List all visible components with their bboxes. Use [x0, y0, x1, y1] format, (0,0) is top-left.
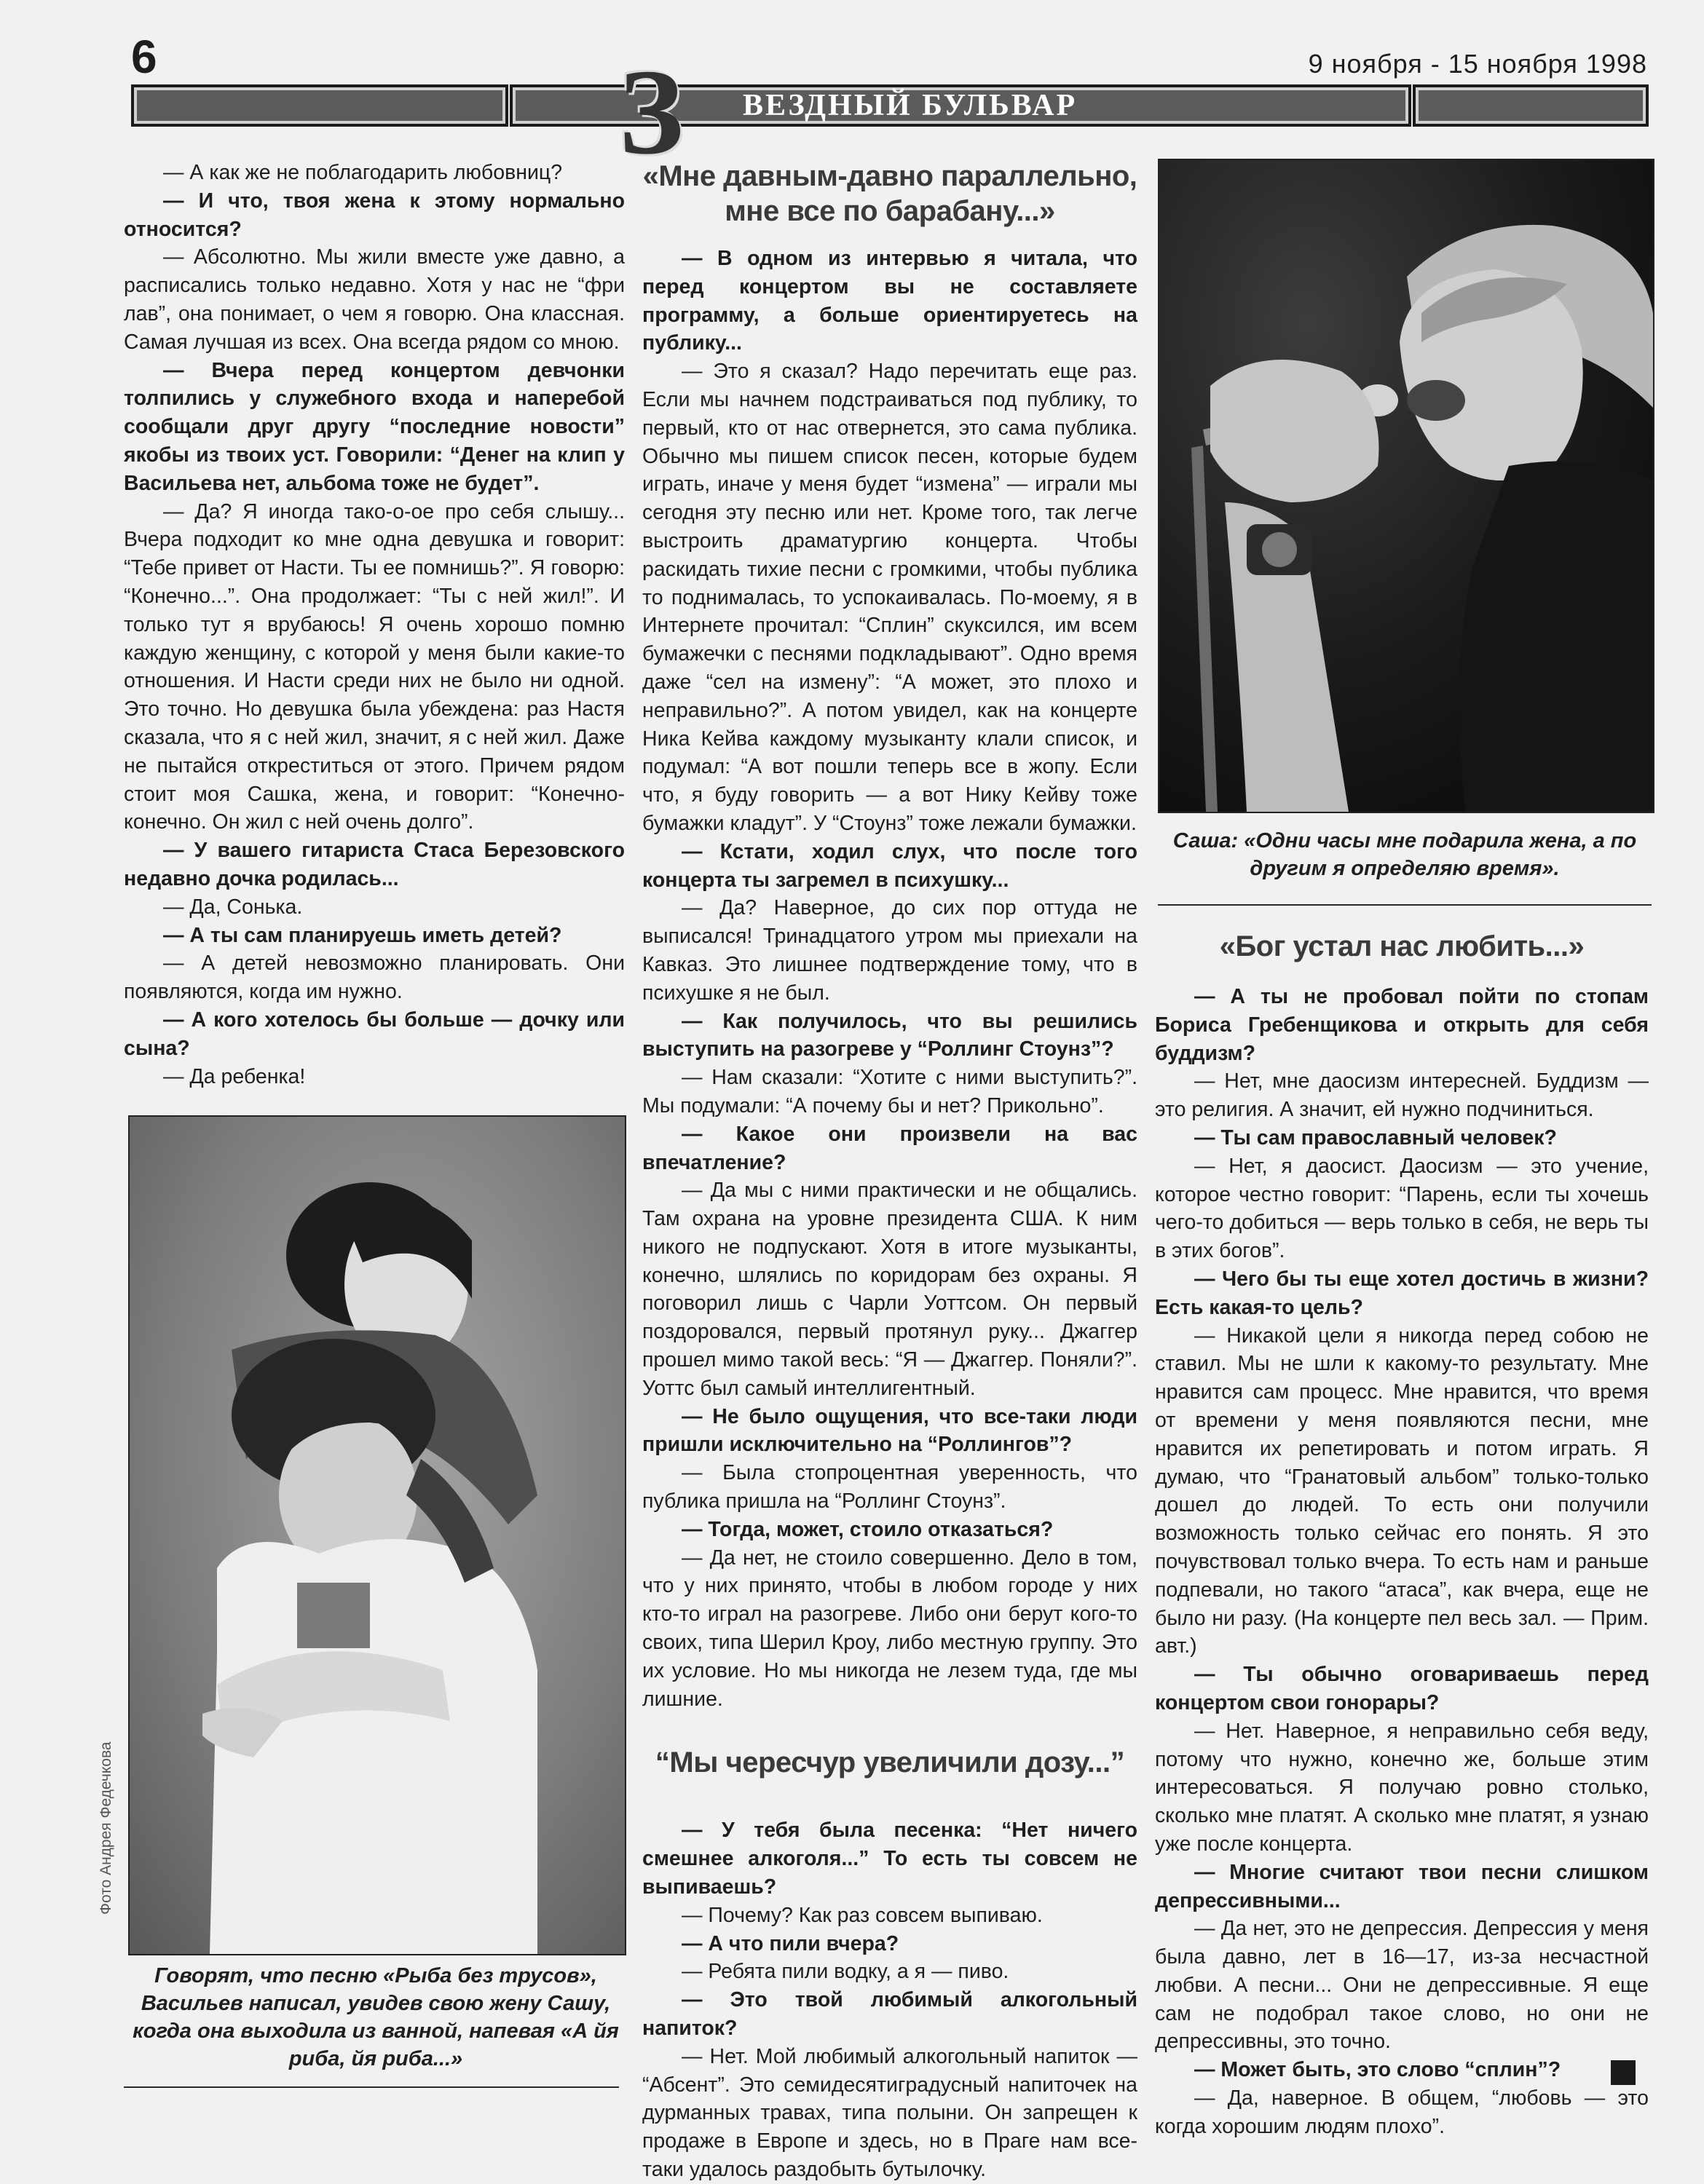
interview-answer: — Была стопроцентная уверенность, что публика пришла на “Роллинг Стоунз”.: [642, 1461, 1137, 1514]
interview-answer: — А детей невозможно планировать. Они появляются, когда им нужно.: [124, 951, 625, 1004]
interview-question: — У вашего гитариста Стаса Березовского недавно дочка родилась...: [124, 839, 625, 890]
interview-answer: — Да? Наверное, до сих пор оттуда не выписался! Тринадцатого утром мы приехали на Кавказ. Это лишнее подтверждение тому, что в психушке я не был.: [642, 896, 1137, 1005]
interview-question: — В одном из интервью я читала, что перед концертом вы не составляете программу, а больше ориентируетесь на публику...: [642, 247, 1137, 355]
article-column-3: [1155, 929, 1649, 2141]
interview-answer: — Нет, я даосист. Даосизм — это учение, которое честно говорит: “Парень, если ты хочешь чего-то добиться — верь только в себя, не верь ты в этих богов”.: [1155, 1154, 1649, 1263]
singer-photo: [1158, 159, 1654, 813]
interview-answer: — Да мы с ними практически и не общались. Там охрана на уровне президента США. К ним никого не подпускают. Хотя в итоге музыканты, конечно, шлялись по коридорам без охраны. Я поговорил лишь с Чарли Уоттсом. Он первый поздоровался, первый протянул руку... Джаггер прошел мимо такой весь: “Я — Джаггер. Поняли?”. Уоттс был самый интеллигентный.: [642, 1179, 1137, 1400]
column-3-top-rule: [1158, 904, 1652, 906]
interview-answer: — Нет, мне даосизм интересней. Буддизм — это религия. А значит, ей нужно подчиниться.: [1155, 1069, 1649, 1122]
interview-answer: — Нет. Мой любимый алкогольный напиток — “Абсент”. Это семидесятиградусный напиточек на дурманных травах, типа полыни. Он запрещен к продаже в Европе и здесь, но в Праге нам все-таки удалось раздобыть бутылочку.: [642, 2044, 1137, 2181]
column-2-text-b: [642, 1816, 1137, 2183]
couple-photo: [128, 1115, 626, 1955]
interview-question: — Не было ощущения, что все-таки люди пришли исключительно на “Роллингов”?: [642, 1404, 1137, 1457]
interview-answer: — Нам сказали: “Хотите с ними выступить?”. Мы подумали: “А почему бы и нет? Прикольно”.: [642, 1066, 1137, 1117]
interview-question: — И что, твоя жена к этому нормально относится?: [124, 189, 625, 241]
interview-answer: — Да ребенка!: [163, 1064, 306, 1088]
interview-question: — Это твой любимый алкогольный напиток?: [642, 1988, 1137, 2041]
interview-answer: — Ребята пили водку, а я — пиво.: [682, 1960, 1009, 1984]
interview-answer: — Никакой цели я никогда перед собою не ставил. Мы не шли к какому-то результату. Мне нравится сам процесс. Мне нравится, что время от времени у меня появляются песни, мне нравится их репетировать и потом играть. Я думаю, что “Гранатовый альбом” только-только дошел до людей. То есть они получили возможность только сейчас его понять. Я это почувствовал только вчера. То есть нам и раньше подпевали, но такого “атаса”, как вчера, еще не было ни разу. (На концерте пел весь зал. — Прим. авт.): [1155, 1324, 1649, 1658]
column-1-bottom-rule: [124, 2086, 619, 2088]
interview-answer: — Да нет, не стоило совершенно. Дело в том, что у них принято, чтобы в любом городе у них кто-то играл на разогреве. Либо они берут кого-то своих, типа Шерил Кроу, либо местную группу. Это их условие. Но мы никогда не лезем туда, где мы лишние.: [642, 1546, 1137, 1711]
column-2-text-a: [642, 245, 1137, 1713]
interview-answer: — Почему? Как раз совсем выпиваю.: [682, 1903, 1043, 1927]
column-1-text: [124, 159, 625, 1091]
masthead-bar-left: [131, 84, 508, 127]
photo-credit: Фото Андрея Федечкова: [98, 1741, 114, 1915]
article-column-1: [124, 159, 625, 1091]
interview-answer: — Да нет, это не депрессия. Депрессия у меня была давно, лет в 16—17, из-за несчастной любви. А песни... Они не депрессивные. Я еще сам не подобрал такое слово, но они не депрессивны, это точно.: [1155, 1917, 1649, 2054]
interview-question: — У тебя была песенка: “Нет ничего смешнее алкоголя...” То есть ты совсем не выпиваешь?: [642, 1819, 1137, 1899]
interview-question: — А кого хотелось бы больше — дочку или сына?: [124, 1008, 625, 1060]
interview-question: — Вчера перед концертом девчонки толпились у служебного входа и наперебой сообщали друг другу “последние новости” якобы из твоих уст. Говорили: “Денег на клип у Васильева нет, альбома тоже не будет”.: [124, 358, 625, 495]
interview-answer: — Нет. Наверное, я неправильно себя веду, потому что нужно, конечно же, больше этим интересоваться. Я получаю ровно столько, сколько мне платят. А сколько мне платят, я узнаю уже после концерта.: [1155, 1719, 1649, 1856]
interview-question: — А что пили вчера?: [682, 1931, 899, 1955]
page-number: 6: [131, 31, 157, 83]
interview-question: — А ты сам планируешь иметь детей?: [163, 923, 562, 947]
interview-question: — Тогда, может, стоило отказаться?: [682, 1517, 1054, 1541]
subheading-dose: “Мы чересчур увеличили дозу...”: [655, 1746, 1125, 1779]
interview-question: — Кстати, ходил слух, что после того концерта ты загремел в психушку...: [642, 839, 1137, 892]
masthead-bar-right: [1413, 84, 1649, 127]
subheading-god-tired: «Бог устал нас любить...»: [1219, 930, 1585, 962]
column-3-text: [1155, 983, 1649, 2141]
interview-answer: — Да? Я иногда тако-о-ое про себя слышу... Вчера подходит ко мне одна девушка и говорит: “Тебе привет от Насти. Ты ее помнишь?”. Я говорю: “Конечно...”. Она продолжает: “Ты с ней жил!”. И только тут я врубаюсь! Я очень хорошо помню каждую женщину, с которой у меня были какие-то отношения. И Насти среди них не было ни одной. Это точно. Но девушка была убеждена: раз Настя сказала, что я с ней жил, значит, я с ней жил. Даже не пытайся откреститься от этого. Причем рядом стоит моя Сашка, жена, и говорит: “Конечно-конечно. Он жил с ней очень долго”.: [124, 499, 625, 834]
interview-answer: — Да, Сонька.: [163, 895, 303, 919]
rubric-title: ВЕЗДНЫЙ БУЛЬВАР: [743, 89, 1078, 122]
interview-answer: — Абсолютно. Мы жили вместе уже давно, а расписались только недавно. Хотя у нас не “фри лав”, она понимает, о чем я говорю. Она классная. Самая лучшая из всех. Она всегда рядом со мною.: [124, 245, 625, 354]
interview-answer: — А как же не поблагодарить любовниц?: [163, 161, 563, 184]
interview-question: — Ты сам православный человек?: [1194, 1125, 1557, 1150]
interview-question: — Многие считают твои песни слишком депрессивными...: [1155, 1860, 1649, 1912]
subheading-parallel: «Мне давным-давно параллельно, мне все по барабану...»: [642, 160, 1137, 227]
interview-question: — Может быть, это слово “сплин”?: [1194, 2058, 1561, 2082]
interview-answer: — Это я сказал? Надо перечитать еще раз. Если мы начнем подстраиваться под публику, то первый, кто от нас отвернется, это сама публика. Обычно мы пишем список песен, которые будем играть, иначе у меня будет “измена” — играли мы сегодня эту песню или нет. Кроме того, так легче выстроить драматургию концерта. Чтобы раскидать тихие песни с громкими, чтобы публика то поднималась, то успокаивалась. По-моему, я в Интернете прочитал: “Сплин” скуксился, им всем бумажечки с песнями подкладывают”. Одно время даже “сел на измену”: “А может, это плохо и неправильно?”. А потом увидел, как на концерте Ника Кейва каждому музыканту клали список, и подумал: “А вот пошли теперь все в жопу. Если что, я буду говорить — а вот Нику Кейву тоже бумажки кладут”. У “Стоунз” тоже лежали бумажки.: [642, 360, 1137, 835]
rubric-initial-letter: З: [619, 44, 684, 180]
interview-question: — Ты обычно оговариваешь перед концертом свои гонорары?: [1155, 1663, 1649, 1714]
interview-question: — Какое они произвели на вас впечатление?: [642, 1122, 1137, 1174]
singer-photo-caption: Саша: «Одни часы мне подарила жена, а по другим я определяю время».: [1172, 829, 1637, 880]
article-end-mark: [1611, 2060, 1636, 2085]
interview-question: — Чего бы ты еще хотел достичь в жизни? Есть какая-то цель?: [1155, 1267, 1649, 1319]
couple-photo-caption: Говорят, что песню «Рыба без трусов», Васильев написал, увидев свою жену Сашу, когда она выходила из ванной, напевая «А йя риба, йя риба...»: [133, 1964, 619, 2070]
interview-question: — Как получилось, что вы решились выступить на разогреве у “Роллинг Стоунз”?: [642, 1009, 1137, 1061]
article-column-2: [642, 159, 1137, 2184]
issue-date: 9 ноября - 15 ноября 1998: [1308, 49, 1647, 79]
interview-question: — А ты не пробовал пойти по стопам Бориса Гребенщикова и открыть для себя буддизм?: [1155, 985, 1649, 1065]
interview-answer: — Да, наверное. В общем, “любовь — это когда хорошим людям плохо”.: [1155, 2086, 1649, 2138]
